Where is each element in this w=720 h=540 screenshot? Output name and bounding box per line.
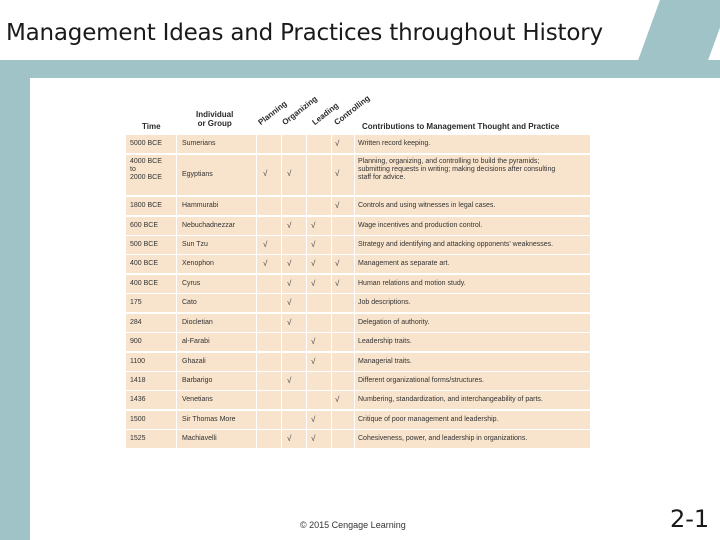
table-row (126, 217, 590, 235)
cell-group: Barbarigo (182, 377, 213, 384)
column-divider (281, 294, 282, 312)
column-divider (256, 430, 257, 448)
check-l: √ (311, 357, 316, 366)
check-o: √ (287, 259, 292, 268)
table-row (126, 197, 590, 215)
cell-group: Cato (182, 299, 197, 306)
column-divider (306, 255, 307, 273)
column-divider (256, 372, 257, 390)
column-divider (306, 236, 307, 254)
column-divider (306, 314, 307, 332)
cell-time: 900 (130, 338, 142, 345)
check-l: √ (311, 434, 316, 443)
column-divider (331, 411, 332, 429)
header-time: Time (142, 122, 161, 131)
table-row (126, 294, 590, 312)
cell-contribution: Job descriptions. (358, 299, 411, 306)
column-divider (354, 294, 355, 312)
copyright-footer: © 2015 Cengage Learning (300, 520, 406, 530)
page-number: 2-1 (670, 505, 710, 533)
table-row (126, 353, 590, 371)
cell-group: Ghazali (182, 358, 206, 365)
column-divider (331, 217, 332, 235)
check-c: √ (335, 139, 340, 148)
column-divider (306, 294, 307, 312)
column-divider (306, 155, 307, 195)
column-divider (354, 197, 355, 215)
column-divider (281, 391, 282, 409)
cell-time: 500 BCE (130, 241, 159, 248)
cell-group: Hammurabi (182, 202, 219, 209)
column-divider (256, 255, 257, 273)
column-divider (331, 155, 332, 195)
column-divider (281, 333, 282, 351)
check-p: √ (263, 259, 268, 268)
check-o: √ (287, 434, 292, 443)
cell-contribution: Critique of poor management and leadership. (358, 416, 499, 423)
column-divider (176, 255, 177, 273)
check-l: √ (311, 337, 316, 346)
table-row (126, 372, 590, 390)
cell-time: 284 (130, 319, 142, 326)
history-table (126, 92, 590, 452)
column-divider (354, 314, 355, 332)
column-divider (281, 135, 282, 153)
table-row (126, 430, 590, 448)
column-divider (306, 135, 307, 153)
column-divider (256, 217, 257, 235)
column-divider (306, 333, 307, 351)
cell-time: 400 BCE (130, 260, 159, 267)
cell-contribution: Leadership traits. (358, 338, 412, 345)
column-divider (176, 353, 177, 371)
cell-contribution: Written record keeping. (358, 140, 431, 147)
column-divider (331, 314, 332, 332)
column-divider (281, 197, 282, 215)
cell-contribution: Numbering, standardization, and interchangeability of parts. (358, 396, 543, 403)
column-divider (354, 135, 355, 153)
check-l: √ (311, 279, 316, 288)
cell-group: Sir Thomas More (182, 416, 236, 423)
column-divider (176, 236, 177, 254)
column-divider (306, 275, 307, 293)
table-row (126, 135, 590, 153)
check-c: √ (335, 169, 340, 178)
cell-group: Sumerians (182, 140, 216, 147)
column-divider (306, 197, 307, 215)
check-o: √ (287, 318, 292, 327)
column-divider (256, 333, 257, 351)
table-row (126, 391, 590, 409)
check-l: √ (311, 240, 316, 249)
header-group: Individual or Group (196, 110, 234, 128)
column-divider (176, 155, 177, 195)
check-c: √ (335, 395, 340, 404)
column-divider (176, 430, 177, 448)
column-divider (256, 353, 257, 371)
cell-time: 1436 (130, 396, 146, 403)
column-divider (281, 236, 282, 254)
column-divider (176, 197, 177, 215)
column-divider (354, 255, 355, 273)
column-divider (256, 314, 257, 332)
column-divider (331, 236, 332, 254)
cell-group: Nebuchadnezzar (182, 222, 235, 229)
column-divider (281, 155, 282, 195)
table-row (126, 314, 590, 332)
check-l: √ (311, 221, 316, 230)
check-c: √ (335, 279, 340, 288)
column-divider (331, 255, 332, 273)
column-divider (331, 135, 332, 153)
column-divider (354, 372, 355, 390)
column-divider (256, 411, 257, 429)
table-row (126, 333, 590, 351)
cell-contribution: Management as separate art. (358, 260, 450, 267)
check-o: √ (287, 376, 292, 385)
cell-group: Cyrus (182, 280, 201, 287)
cell-time: 1500 (130, 416, 146, 423)
check-l: √ (311, 259, 316, 268)
column-divider (354, 236, 355, 254)
column-divider (306, 391, 307, 409)
cell-contribution: Wage incentives and production control. (358, 222, 483, 229)
cell-group: Venetians (182, 396, 213, 403)
cell-group: Xenophon (182, 260, 214, 267)
column-divider (256, 197, 257, 215)
column-divider (176, 314, 177, 332)
column-divider (306, 430, 307, 448)
cell-group: Egyptians (182, 171, 213, 178)
column-divider (331, 294, 332, 312)
column-divider (281, 217, 282, 235)
cell-time: 1800 BCE (130, 202, 162, 209)
cell-time: 400 BCE (130, 280, 159, 287)
column-divider (354, 333, 355, 351)
header-planning: Planning (256, 99, 289, 127)
check-c: √ (335, 201, 340, 210)
column-divider (176, 294, 177, 312)
table-row (126, 255, 590, 273)
cell-contribution: Cohesiveness, power, and leadership in organizations. (358, 435, 528, 442)
cell-contribution: Human relations and motion study. (358, 280, 466, 287)
column-divider (256, 135, 257, 153)
cell-contribution: Controls and using witnesses in legal cases. (358, 202, 496, 209)
header-controlling: Controlling (332, 93, 372, 127)
column-divider (306, 217, 307, 235)
column-divider (354, 411, 355, 429)
column-divider (176, 411, 177, 429)
table-row (126, 275, 590, 293)
column-divider (176, 391, 177, 409)
check-o: √ (287, 279, 292, 288)
cell-contribution: Delegation of authority. (358, 319, 430, 326)
column-divider (281, 275, 282, 293)
header-contributions: Contributions to Management Thought and Practice (362, 122, 560, 131)
column-divider (331, 353, 332, 371)
cell-time: 5000 BCE (130, 140, 162, 147)
check-p: √ (263, 240, 268, 249)
cell-contribution: Planning, organizing, and controlling to build the pyramids; submitting requests in writing; making decisions after consulting staff for advice. (358, 158, 556, 181)
cell-group: al-Farabi (182, 338, 210, 345)
table-row (126, 411, 590, 429)
column-divider (176, 275, 177, 293)
cell-time: 1525 (130, 435, 146, 442)
column-divider (256, 275, 257, 293)
cell-contribution: Managerial traits. (358, 358, 412, 365)
left-accent (0, 60, 30, 540)
slide-title: Management Ideas and Practices throughout History (6, 20, 603, 46)
column-divider (176, 217, 177, 235)
check-o: √ (287, 298, 292, 307)
column-divider (354, 275, 355, 293)
column-divider (331, 333, 332, 351)
cell-time: 1418 (130, 377, 146, 384)
column-divider (176, 135, 177, 153)
check-o: √ (287, 169, 292, 178)
column-divider (256, 236, 257, 254)
column-divider (331, 275, 332, 293)
table-row (126, 155, 590, 195)
column-divider (176, 372, 177, 390)
column-divider (256, 155, 257, 195)
column-divider (331, 372, 332, 390)
cell-group: Diocletian (182, 319, 213, 326)
cell-time: 600 BCE (130, 222, 159, 229)
column-divider (331, 197, 332, 215)
column-divider (354, 430, 355, 448)
column-divider (281, 430, 282, 448)
column-divider (256, 294, 257, 312)
column-divider (331, 430, 332, 448)
column-divider (354, 217, 355, 235)
column-divider (281, 314, 282, 332)
header-organizing: Organizing (280, 94, 319, 127)
column-divider (281, 372, 282, 390)
cell-time: 175 (130, 299, 142, 306)
column-divider (281, 255, 282, 273)
cell-contribution: Different organizational forms/structures. (358, 377, 484, 384)
check-l: √ (311, 415, 316, 424)
column-divider (281, 353, 282, 371)
column-divider (306, 372, 307, 390)
cell-contribution: Strategy and identifying and attacking opponents' weaknesses. (358, 241, 554, 248)
header-leading: Leading (310, 101, 341, 127)
cell-time: 1100 (130, 358, 146, 365)
column-divider (331, 391, 332, 409)
column-divider (176, 333, 177, 351)
column-divider (354, 391, 355, 409)
table-row (126, 236, 590, 254)
column-divider (256, 391, 257, 409)
check-c: √ (335, 259, 340, 268)
cell-time: 4000 BCE to 2000 BCE (130, 158, 162, 181)
column-divider (281, 411, 282, 429)
column-divider (306, 353, 307, 371)
cell-group: Machiavelli (182, 435, 217, 442)
check-o: √ (287, 221, 292, 230)
column-divider (354, 155, 355, 195)
column-divider (306, 411, 307, 429)
cell-group: Sun Tzu (182, 241, 208, 248)
column-divider (354, 353, 355, 371)
check-p: √ (263, 169, 268, 178)
